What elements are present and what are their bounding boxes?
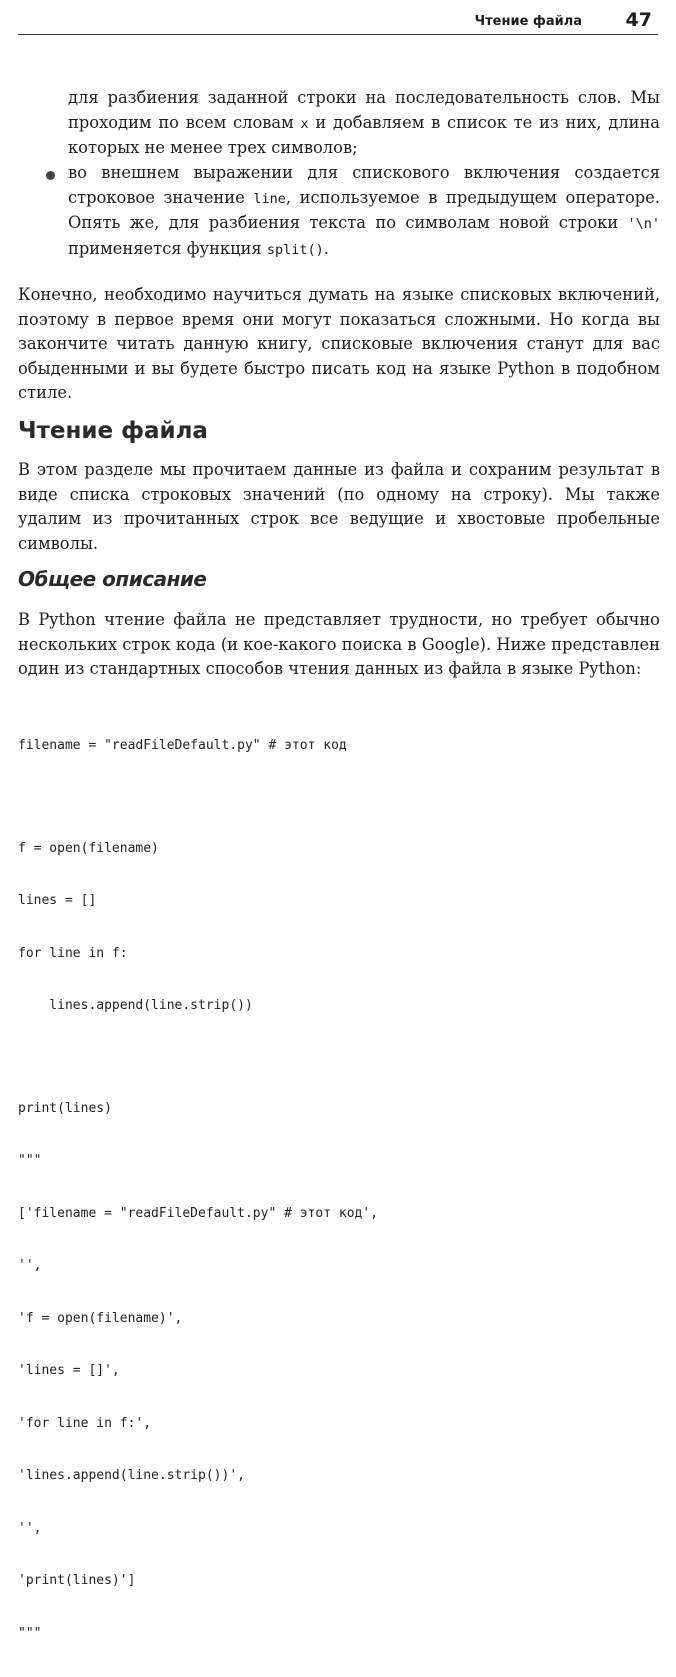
inline-code: split() — [266, 241, 324, 258]
bullet-text-part: и добавляем в список те из них, длина которых не менее трех символов; — [68, 112, 661, 157]
bullet-text-part: во внешнем выражении для спискового включения создается строковое значение — [68, 163, 660, 207]
page-number: 47 — [625, 9, 652, 31]
running-head-title: Чтение файла — [474, 14, 582, 29]
body-paragraph: Конечно, необходимо научиться думать на языке списковых включений, поэтому в первое время они могут показаться сложными. Но когда вы закончите читать данную книгу, списковые включения станут для вас обыденными и вы будете быстро писать код на языке Python в подобном стиле. — [18, 285, 660, 402]
inline-code: line — [253, 190, 286, 207]
code-line: 'lines.append(line.strip())', — [18, 1468, 245, 1483]
code-blank-line — [18, 1050, 658, 1065]
code-line: '', — [18, 1520, 42, 1536]
code-line: filename = "readFileDefault.py" # этот код — [18, 738, 347, 753]
code-line: 'f = open(filename)', — [18, 1310, 183, 1326]
bullet-text-part: для разбиения заданной строки на последовательность слов. Мы проходим по всем словам — [68, 88, 660, 132]
code-line: lines.append(line.strip()) — [18, 998, 253, 1013]
subsection-heading: Общее описание — [18, 567, 207, 591]
section-intro-paragraph: В этом разделе мы прочитаем данные из файла и сохраним результат в виде списка строковых значений (по одному на строку). Мы также удалим из прочитанных строк все ведущие и хвостовые пробельные символы. — [18, 460, 660, 553]
code-line: """ — [18, 1625, 42, 1641]
code-line: 'print(lines)'] — [18, 1573, 136, 1588]
bullet-item-continuation — [68, 86, 660, 161]
code-blank-line — [18, 790, 658, 805]
bullet-text — [68, 86, 660, 161]
inline-code: x — [300, 115, 309, 132]
bullet-text-part: применяется функция — [68, 238, 267, 258]
code-line: ['filename = "readFileDefault.py" # этот код', — [18, 1205, 379, 1221]
code-line: f = open(filename) — [18, 840, 159, 856]
code-line: 'for line in f:', — [18, 1415, 152, 1431]
bullet-dot-icon — [46, 171, 55, 180]
bullet-text-part: . — [323, 238, 329, 258]
code-line: lines = [] — [18, 893, 97, 908]
code-line: """ — [18, 1153, 42, 1168]
inline-code: '\n' — [627, 216, 660, 232]
bullet-text — [68, 161, 660, 262]
code-listing — [18, 702, 658, 1677]
bullet-text-part: , используемое в предыдущем операторе. Опять же, для разбиения текста по символам новой строки — [68, 187, 660, 232]
code-line: '', — [18, 1258, 42, 1273]
bullet-item — [68, 161, 660, 262]
code-line: for line in f: — [18, 945, 128, 961]
code-line: print(lines) — [18, 1100, 112, 1116]
subsection-intro-paragraph: В Python чтение файла не представляет трудности, но требует обычно нескольких строк кода (и кое-какого поиска в Google). Ниже представлен один из стандартных способов чтения данных из файла в языке Python: — [18, 610, 660, 678]
running-head — [18, 6, 658, 35]
section-heading: Чтение файла — [18, 418, 208, 444]
code-line: 'lines = []', — [18, 1363, 120, 1378]
